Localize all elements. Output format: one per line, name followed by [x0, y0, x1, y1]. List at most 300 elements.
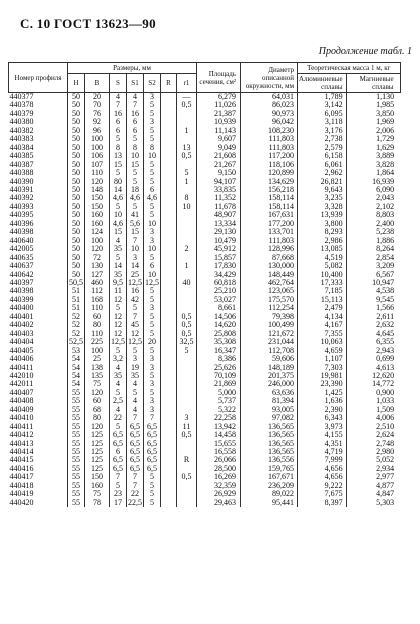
- cell-s1: 7: [127, 237, 144, 245]
- cell-alu-mass: 13,085: [298, 245, 347, 253]
- cell-r: [161, 254, 177, 262]
- cell-mag-mass: 1,985: [346, 101, 400, 109]
- cell-area: 9,607: [197, 135, 241, 143]
- cell-s: 10: [110, 211, 127, 219]
- cell-s1: 4: [127, 397, 144, 405]
- cell-r: [161, 406, 177, 414]
- cell-s1: 10: [127, 152, 144, 160]
- cell-r: [161, 372, 177, 380]
- cell-s1: 5: [127, 169, 144, 177]
- cell-h: 54: [68, 372, 85, 380]
- cell-mag-mass: 2,043: [346, 194, 400, 202]
- cell-profile-number: 440391: [9, 184, 34, 194]
- cell-diameter: 136,565: [241, 423, 298, 431]
- cell-area: 8,386: [197, 355, 241, 363]
- cell-b: 120: [85, 245, 110, 253]
- cell-diameter: 87,668: [241, 254, 298, 262]
- cell-r1: 0,5: [177, 330, 197, 338]
- cell-s2: 20: [144, 338, 161, 346]
- cell-h: 55: [68, 448, 85, 456]
- cell-s1: 6,5: [127, 448, 144, 456]
- cell-alu-mass: 23,390: [298, 380, 347, 388]
- cell-r1: [177, 110, 197, 118]
- cell-b: 80: [85, 321, 110, 329]
- cell-profile-number: 440407: [9, 387, 34, 397]
- cell-s1: 6: [127, 118, 144, 126]
- cell-profile-number: 442010: [9, 370, 34, 380]
- cell-diameter: 128,996: [241, 245, 298, 253]
- cell-diameter: 246,000: [241, 380, 298, 388]
- cell-b: 150: [85, 473, 110, 481]
- cell-area: 21,608: [197, 152, 241, 160]
- cell-area: 25,626: [197, 364, 241, 372]
- cell-area: 16,347: [197, 347, 241, 355]
- cell-r: [161, 321, 177, 329]
- cell-s: 5: [110, 135, 127, 143]
- cell-mag-mass: 14,772: [346, 380, 400, 388]
- cell-s2: 3: [144, 237, 161, 245]
- cell-h: 55: [68, 431, 85, 439]
- cell-h: 53: [68, 347, 85, 355]
- cell-area: 11,026: [197, 101, 241, 109]
- cell-diameter: 136,565: [241, 431, 298, 439]
- cell-diameter: 158,114: [241, 194, 298, 202]
- cell-b: 124: [85, 228, 110, 236]
- cell-area: 94,107: [197, 178, 241, 186]
- cell-mag-mass: 10,947: [346, 279, 400, 287]
- cell-h: 50: [68, 93, 85, 102]
- cell-s1: 3: [127, 254, 144, 262]
- table-continuation-note: Продолжение табл. 1: [318, 46, 412, 57]
- cell-r: [161, 380, 177, 388]
- cell-alu-mass: 8,397: [298, 499, 347, 507]
- cell-b: 72: [85, 254, 110, 262]
- cell-s2: 10: [144, 271, 161, 279]
- cell-diameter: 158,114: [241, 203, 298, 211]
- cell-b: 60: [85, 313, 110, 321]
- cell-r: [161, 279, 177, 287]
- cell-s1: 4: [127, 406, 144, 414]
- cell-h: 55: [68, 414, 85, 422]
- cell-s2: 5: [144, 499, 161, 507]
- cell-r: [161, 152, 177, 160]
- cell-diameter: 123,065: [241, 287, 298, 295]
- cell-alu-mass: 4,719: [298, 448, 347, 456]
- cell-h: 55: [68, 440, 85, 448]
- cell-s2: 5: [144, 490, 161, 498]
- cell-diameter: 177,200: [241, 220, 298, 228]
- cell-r: [161, 194, 177, 202]
- cell-s2: 5: [144, 330, 161, 338]
- cell-area: 45,912: [197, 245, 241, 253]
- cell-r1: [177, 482, 197, 490]
- cell-r: [161, 203, 177, 211]
- cell-b: 110: [85, 304, 110, 312]
- cell-r: [161, 364, 177, 372]
- cell-diameter: 81,394: [241, 397, 298, 405]
- cell-h: 50: [68, 152, 85, 160]
- cell-alu-mass: 1,636: [298, 397, 347, 405]
- cell-s2: 3: [144, 380, 161, 388]
- cell-alu-mass: 19,981: [298, 372, 347, 380]
- cell-r: [161, 414, 177, 422]
- cell-alu-mass: 13,939: [298, 211, 347, 219]
- cell-b: 225: [85, 338, 110, 346]
- cell-r: [161, 178, 177, 186]
- cell-mag-mass: 1,130: [346, 93, 400, 102]
- cell-r: [161, 347, 177, 355]
- cell-profile-number: 440388: [9, 168, 34, 178]
- cell-profile-number: 440406: [9, 354, 34, 364]
- cell-h: 51: [68, 296, 85, 304]
- cell-mag-mass: 4,877: [346, 482, 400, 490]
- cell-h: 55: [68, 482, 85, 490]
- cell-s1: 6: [127, 127, 144, 135]
- cell-s: 14: [110, 186, 127, 194]
- cell-s1: 7: [127, 473, 144, 481]
- cell-s: 15: [110, 228, 127, 236]
- cell-s1: 5: [127, 347, 144, 355]
- col-s-header: S: [110, 74, 127, 93]
- cell-r: [161, 330, 177, 338]
- cell-s2: 5: [144, 203, 161, 211]
- cell-area: 29,463: [197, 499, 241, 507]
- cell-b: 75: [85, 490, 110, 498]
- cell-alu-mass: 3,973: [298, 423, 347, 431]
- cell-diameter: 93,005: [241, 406, 298, 414]
- cell-mag-mass: 4,645: [346, 330, 400, 338]
- cell-s2: 3: [144, 228, 161, 236]
- cell-alu-mass: 2,390: [298, 406, 347, 414]
- cell-alu-mass: 4,656: [298, 465, 347, 473]
- cell-h: 54: [68, 364, 85, 372]
- cell-s: 9,5: [110, 279, 127, 287]
- cell-s1: 12,5: [128, 337, 142, 347]
- cell-s: 6,5: [110, 456, 127, 464]
- cell-area: 32,359: [197, 482, 241, 490]
- cell-s1: 8: [127, 144, 144, 152]
- cell-alu-mass: 4,167: [298, 321, 347, 329]
- cell-s2: 6,5: [144, 440, 161, 448]
- cell-h: 50: [68, 186, 85, 194]
- cell-alu-mass: 10,063: [298, 338, 347, 346]
- cell-area: 16,558: [197, 448, 241, 456]
- cell-profile-number: 440637: [9, 261, 34, 271]
- col-sizes-header: Размеры, мм: [68, 63, 197, 74]
- cell-profile-number: 440640: [9, 235, 34, 245]
- cell-h: 50: [68, 211, 85, 219]
- cell-s2: 5: [144, 321, 161, 329]
- cell-s: 5: [110, 423, 127, 431]
- cell-s2: 4,6: [144, 194, 161, 202]
- cell-diameter: 236,209: [241, 482, 298, 490]
- cell-s: 17: [110, 499, 127, 507]
- cell-diameter: 90,973: [241, 110, 298, 118]
- cell-r: [161, 237, 177, 245]
- cell-mag-mass: 4,006: [346, 414, 400, 422]
- cell-diameter: 95,441: [241, 499, 298, 507]
- cell-mag-mass: 6,355: [346, 338, 400, 346]
- cell-h: 50: [68, 144, 85, 152]
- cell-diameter: 111,803: [241, 144, 298, 152]
- cell-s2: 5: [144, 482, 161, 490]
- cell-diameter: 148,189: [241, 364, 298, 372]
- col-r1-header: r1: [177, 74, 197, 93]
- cell-r: [161, 440, 177, 448]
- cell-s2: 6,5: [144, 431, 161, 439]
- cell-h: 55: [68, 465, 85, 473]
- cell-b: 110: [85, 169, 110, 177]
- cell-r: [161, 93, 177, 102]
- cell-s1: 5: [127, 178, 144, 186]
- cell-h: 50: [68, 178, 85, 186]
- cell-diameter: 112,254: [241, 304, 298, 312]
- cell-r1: [177, 296, 197, 304]
- cell-r: [161, 456, 177, 464]
- cell-alu-mass: 2,738: [298, 135, 347, 143]
- cell-s: 6: [110, 118, 127, 126]
- cell-b: 160: [85, 211, 110, 219]
- cell-mag-mass: 9,545: [346, 296, 400, 304]
- cell-h: 50: [68, 220, 85, 228]
- cell-area: 14,458: [197, 431, 241, 439]
- cell-s: 6: [110, 127, 127, 135]
- cell-area: 17,830: [197, 262, 241, 270]
- cell-h: 50: [68, 203, 85, 211]
- cell-s1: 6,5: [127, 423, 144, 431]
- cell-s2: 3: [144, 93, 161, 102]
- cell-diameter: 100,499: [241, 321, 298, 329]
- cell-s1: 15: [127, 161, 144, 169]
- cell-alu-mass: 6,343: [298, 414, 347, 422]
- cell-r: [161, 304, 177, 312]
- cell-profile-number: 440382: [9, 125, 34, 135]
- cell-b: 92: [85, 118, 110, 126]
- cell-mag-mass: 2,748: [346, 440, 400, 448]
- cell-s: 5: [110, 482, 127, 490]
- cell-area: 11,143: [197, 127, 241, 135]
- cell-h: 54: [68, 380, 85, 388]
- cell-s2: 5: [144, 287, 161, 295]
- cell-s: 12: [110, 321, 127, 329]
- cell-profile-number: 442011: [9, 379, 34, 389]
- cell-s: 23: [110, 490, 127, 498]
- cell-s: 35: [110, 271, 127, 279]
- cell-diameter: 156,218: [241, 186, 298, 194]
- cell-b: 125: [85, 465, 110, 473]
- cell-s: 5: [110, 254, 127, 262]
- cell-alu-mass: 4,134: [298, 313, 347, 321]
- cell-r1: [177, 211, 197, 219]
- cell-alu-mass: 4,351: [298, 440, 347, 448]
- cell-profile-number: 440395: [9, 210, 34, 220]
- cell-profile-number: 440399: [9, 294, 34, 304]
- cell-h: 50: [68, 127, 85, 135]
- cell-diameter: 133,701: [241, 228, 298, 236]
- cell-r1: 1: [177, 178, 197, 186]
- cell-area: 70,109: [197, 372, 241, 380]
- cell-area: 22,258: [197, 414, 241, 422]
- cell-h: 52: [68, 313, 85, 321]
- cell-b: 112: [85, 287, 110, 295]
- cell-r: [161, 499, 177, 507]
- cell-alu-mass: 6,061: [298, 161, 347, 169]
- cell-profile-number: 440419: [9, 489, 34, 499]
- col-h-header: H: [68, 74, 85, 93]
- cell-s: 5: [110, 304, 127, 312]
- cell-alu-mass: 3,176: [298, 127, 347, 135]
- cell-diameter: 167,671: [241, 473, 298, 481]
- cell-alu-mass: 15,113: [298, 296, 347, 304]
- cell-b: 120: [85, 423, 110, 431]
- cell-mag-mass: 1,969: [346, 118, 400, 126]
- cell-s: 35: [110, 372, 127, 380]
- cell-s1: 5: [127, 389, 144, 397]
- cell-h: 55: [68, 456, 85, 464]
- cell-b: 125: [85, 448, 110, 456]
- cell-s: 13: [110, 152, 127, 160]
- cell-mag-mass: 2,400: [346, 220, 400, 228]
- cell-b: 127: [85, 271, 110, 279]
- cell-alu-mass: 3,142: [298, 101, 347, 109]
- cell-mag-mass: 5,052: [346, 456, 400, 464]
- cell-r: [161, 355, 177, 363]
- cell-r1: [177, 490, 197, 498]
- cell-s2: 5: [144, 347, 161, 355]
- cell-diameter: 167,631: [241, 211, 298, 219]
- cell-alu-mass: 1,107: [298, 355, 347, 363]
- cell-b: 100: [85, 135, 110, 143]
- cell-s1: 12,5: [128, 277, 142, 287]
- cell-s: 80: [110, 178, 127, 186]
- cell-profile-number: 440379: [9, 108, 34, 118]
- cell-r1: [177, 440, 197, 448]
- cell-profile-number: 440377: [9, 92, 34, 101]
- cell-h: 55: [68, 423, 85, 431]
- cell-s2: 5: [144, 211, 161, 219]
- cell-s1: 19: [127, 364, 144, 372]
- cell-s: 4: [110, 406, 127, 414]
- cell-r: [161, 338, 177, 346]
- cell-profile-number: 440378: [9, 100, 34, 110]
- cell-profile-number: 440413: [9, 438, 34, 448]
- cell-profile-number: 440401: [9, 311, 34, 321]
- cell-area: 60,818: [197, 279, 241, 287]
- cell-b: 60: [85, 397, 110, 405]
- cell-diameter: 136,565: [241, 448, 298, 456]
- cell-mag-mass: 6,090: [346, 186, 400, 194]
- cell-s2: 5: [144, 101, 161, 109]
- cell-profile-number: 440414: [9, 447, 34, 457]
- cell-profile-number: 442005: [9, 244, 34, 254]
- cell-r1: 1: [177, 262, 197, 270]
- cell-alu-mass: 9,643: [298, 186, 347, 194]
- cell-s2: 3: [144, 406, 161, 414]
- cell-mag-mass: 2,102: [346, 203, 400, 211]
- cell-profile-number: 440635: [9, 252, 34, 262]
- cell-profile-number: 440396: [9, 218, 34, 228]
- cell-r: [161, 110, 177, 118]
- cell-profile-number: 440393: [9, 201, 34, 211]
- cell-r: [161, 473, 177, 481]
- profiles-table: [8, 62, 401, 507]
- cell-area: 21,387: [197, 110, 241, 118]
- cell-s2: 3: [144, 355, 161, 363]
- cell-s: 7: [110, 473, 127, 481]
- cell-s: 7: [110, 101, 127, 109]
- cell-s1: 4,6: [127, 194, 144, 202]
- cell-s1: 41: [127, 211, 144, 219]
- cell-profile-number: 440418: [9, 480, 34, 490]
- cell-area: 14,620: [197, 321, 241, 329]
- cell-profile-number: 440387: [9, 159, 34, 169]
- cell-b: 460: [85, 279, 110, 287]
- cell-area: 35,308: [197, 338, 241, 346]
- cell-diameter: 175,570: [241, 296, 298, 304]
- cell-diameter: 130,000: [241, 262, 298, 270]
- cell-s2: 3: [144, 304, 161, 312]
- cell-mag-mass: 0,900: [346, 389, 400, 397]
- cell-s2: 6,5: [144, 448, 161, 456]
- cell-diameter: 121,672: [241, 330, 298, 338]
- cell-mag-mass: 2,632: [346, 321, 400, 329]
- cell-diameter: 63,636: [241, 389, 298, 397]
- cell-s: 6: [110, 448, 127, 456]
- cell-h: 55: [68, 499, 85, 507]
- cell-s2: 10: [144, 152, 161, 160]
- cell-profile-number: 440403: [9, 328, 34, 338]
- cell-alu-mass: 1,789: [298, 93, 347, 102]
- cell-r1: 5: [177, 169, 197, 177]
- cell-s1: 10: [127, 245, 144, 253]
- cell-r: [161, 262, 177, 270]
- cell-b: 135: [85, 372, 110, 380]
- cell-diameter: 462,764: [241, 279, 298, 287]
- cell-area: 9,049: [197, 144, 241, 152]
- cell-s: 12: [110, 313, 127, 321]
- cell-r1: 13: [177, 144, 197, 152]
- cell-diameter: 159,765: [241, 465, 298, 473]
- cell-alu-mass: 4,155: [298, 431, 347, 439]
- cell-s2: 5: [144, 135, 161, 143]
- cell-area: 11,678: [197, 203, 241, 211]
- cell-s2: 8: [144, 144, 161, 152]
- cell-s2: 12,5: [145, 277, 159, 287]
- cell-profile-number: 440404: [9, 337, 34, 347]
- cell-b: 125: [85, 456, 110, 464]
- cell-r1: [177, 372, 197, 380]
- cell-s2: 6,5: [144, 456, 161, 464]
- cell-h: 50: [68, 161, 85, 169]
- cell-alu-mass: 3,118: [298, 118, 347, 126]
- cell-b: 120: [85, 178, 110, 186]
- cell-mag-mass: 4,613: [346, 364, 400, 372]
- col-diameter-header: Диаметр описанной окружности, мм: [241, 63, 298, 93]
- table-body: [9, 93, 401, 508]
- cell-alu-mass: 5,082: [298, 262, 347, 270]
- cell-area: 14,506: [197, 313, 241, 321]
- cell-s: 4: [110, 380, 127, 388]
- cell-s: 14: [110, 262, 127, 270]
- cell-profile-number: 440642: [9, 269, 34, 279]
- cell-area: 13,334: [197, 220, 241, 228]
- cell-area: 25,210: [197, 287, 241, 295]
- cell-alu-mass: 4,659: [298, 347, 347, 355]
- cell-mag-mass: 3,850: [346, 110, 400, 118]
- cell-h: 51: [68, 304, 85, 312]
- cell-profile-number: 440410: [9, 413, 34, 423]
- cell-r: [161, 296, 177, 304]
